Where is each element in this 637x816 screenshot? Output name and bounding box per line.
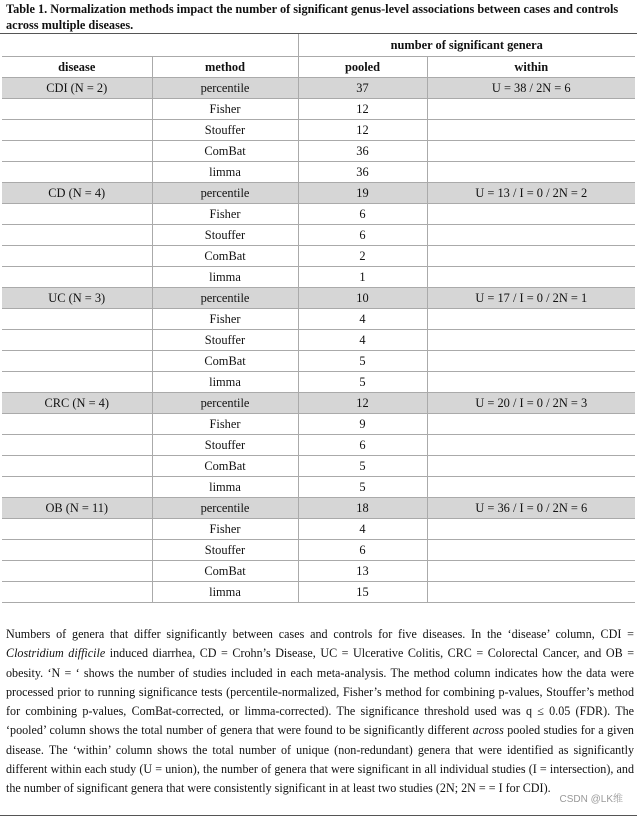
cell-disease (2, 414, 152, 435)
cell-method: Stouffer (152, 330, 298, 351)
cell-method: percentile (152, 288, 298, 309)
cell-within: U = 13 / I = 0 / 2N = 2 (427, 183, 635, 204)
cell-pooled: 5 (298, 372, 427, 393)
cell-pooled: 5 (298, 351, 427, 372)
cell-disease (2, 477, 152, 498)
cell-pooled: 6 (298, 225, 427, 246)
cell-method: ComBat (152, 246, 298, 267)
table-row (2, 267, 635, 288)
header-within: within (427, 57, 635, 78)
cell-method: Stouffer (152, 435, 298, 456)
cell-within (427, 225, 635, 246)
cell-disease: CRC (N = 4) (2, 393, 152, 414)
table-body (2, 78, 635, 603)
header-group-label: number of significant genera (298, 34, 635, 57)
cell-disease: CD (N = 4) (2, 183, 152, 204)
cell-within: U = 17 / I = 0 / 2N = 1 (427, 288, 635, 309)
cell-disease (2, 267, 152, 288)
cell-within (427, 414, 635, 435)
cell-within (427, 246, 635, 267)
cell-within (427, 351, 635, 372)
cell-disease: OB (N = 11) (2, 498, 152, 519)
table-row (2, 225, 635, 246)
table-row (2, 519, 635, 540)
cell-within: U = 36 / I = 0 / 2N = 6 (427, 498, 635, 519)
cell-within: U = 20 / I = 0 / 2N = 3 (427, 393, 635, 414)
cell-method: limma (152, 162, 298, 183)
cell-pooled: 36 (298, 141, 427, 162)
cell-disease (2, 120, 152, 141)
table-row (2, 372, 635, 393)
cell-pooled: 6 (298, 540, 427, 561)
table-row (2, 540, 635, 561)
cell-disease (2, 561, 152, 582)
cell-pooled: 2 (298, 246, 427, 267)
table-row (2, 477, 635, 498)
cell-within: U = 38 / 2N = 6 (427, 78, 635, 99)
cell-pooled: 6 (298, 435, 427, 456)
table-row (2, 435, 635, 456)
cell-method: ComBat (152, 351, 298, 372)
table-row (2, 141, 635, 162)
cell-method: limma (152, 582, 298, 603)
cell-pooled: 4 (298, 519, 427, 540)
cell-method: percentile (152, 393, 298, 414)
results-table (2, 34, 635, 603)
table-caption: Table 1. Normalization methods impact the number of significant genus-level associations between cases and controls across multiple diseases. (6, 2, 619, 32)
cell-disease (2, 351, 152, 372)
table-row (2, 456, 635, 477)
cell-pooled: 13 (298, 561, 427, 582)
cell-method: ComBat (152, 141, 298, 162)
cell-disease (2, 246, 152, 267)
cell-within (427, 120, 635, 141)
cell-method: limma (152, 477, 298, 498)
table-row (2, 183, 635, 204)
cell-within (427, 330, 635, 351)
cell-within (427, 582, 635, 603)
cell-disease (2, 372, 152, 393)
cell-pooled: 1 (298, 267, 427, 288)
cell-pooled: 5 (298, 456, 427, 477)
table-row (2, 99, 635, 120)
cell-pooled: 12 (298, 120, 427, 141)
cell-disease (2, 99, 152, 120)
header-row-group (2, 34, 635, 57)
table-row (2, 162, 635, 183)
cell-pooled: 4 (298, 309, 427, 330)
cell-within (427, 456, 635, 477)
table-row (2, 204, 635, 225)
cell-within (427, 561, 635, 582)
table-row (2, 498, 635, 519)
cell-disease: CDI (N = 2) (2, 78, 152, 99)
footnote-italic-2: across (472, 723, 504, 738)
cell-method: Stouffer (152, 120, 298, 141)
footnote-text-3: pooled studies for a given disease. The ‘within’ column shows the total number of unique (non-redundant) genera that were identified as significantly different within each study (U = union), the number of genera that were significant in all individual studies (I = intersection), and the number of significant genera that were consistently significant in at least two studies (2N; 2N = = I for CDI). (6, 723, 634, 796)
cell-pooled: 4 (298, 330, 427, 351)
cell-within (427, 141, 635, 162)
cell-within (427, 435, 635, 456)
table-row (2, 351, 635, 372)
header-disease: disease (2, 57, 152, 78)
cell-within (427, 540, 635, 561)
cell-disease (2, 540, 152, 561)
cell-within (427, 309, 635, 330)
cell-pooled: 19 (298, 183, 427, 204)
cell-disease: UC (N = 3) (2, 288, 152, 309)
cell-pooled: 6 (298, 204, 427, 225)
cell-disease (2, 204, 152, 225)
cell-method: Fisher (152, 99, 298, 120)
cell-method: Stouffer (152, 540, 298, 561)
cell-disease (2, 162, 152, 183)
cell-within (427, 372, 635, 393)
cell-pooled: 12 (298, 393, 427, 414)
cell-pooled: 5 (298, 477, 427, 498)
cell-disease (2, 225, 152, 246)
cell-pooled: 9 (298, 414, 427, 435)
cell-method: Fisher (152, 204, 298, 225)
table-row (2, 120, 635, 141)
cell-disease (2, 582, 152, 603)
cell-within (427, 162, 635, 183)
cell-pooled: 36 (298, 162, 427, 183)
cell-within (427, 267, 635, 288)
cell-method: percentile (152, 498, 298, 519)
table-row (2, 582, 635, 603)
footnote-text-1: Numbers of genera that differ significantly between cases and controls for five diseases. In the ‘disease’ column, CDI = (6, 627, 634, 641)
cell-method: limma (152, 267, 298, 288)
cell-within (427, 99, 635, 120)
cell-method: ComBat (152, 561, 298, 582)
cell-disease (2, 519, 152, 540)
cell-disease (2, 141, 152, 162)
cell-method: Fisher (152, 519, 298, 540)
table-row (2, 78, 635, 99)
cell-disease (2, 330, 152, 351)
cell-method: Fisher (152, 309, 298, 330)
cell-within (427, 477, 635, 498)
table-row (2, 561, 635, 582)
table-row (2, 246, 635, 267)
cell-within (427, 204, 635, 225)
cell-method: percentile (152, 183, 298, 204)
cell-pooled: 10 (298, 288, 427, 309)
cell-pooled: 12 (298, 99, 427, 120)
cell-method: ComBat (152, 456, 298, 477)
table-row (2, 309, 635, 330)
header-pooled: pooled (298, 57, 427, 78)
header-row (2, 57, 635, 78)
watermark: CSDN @LK维 (559, 794, 623, 805)
cell-pooled: 18 (298, 498, 427, 519)
cell-disease (2, 435, 152, 456)
footnote-italic-1: Clostridium difficile (6, 646, 106, 661)
table-row (2, 414, 635, 435)
cell-method: percentile (152, 78, 298, 99)
cell-disease (2, 456, 152, 477)
cell-within (427, 519, 635, 540)
cell-method: limma (152, 372, 298, 393)
cell-method: Stouffer (152, 225, 298, 246)
cell-pooled: 37 (298, 78, 427, 99)
header-method: method (152, 57, 298, 78)
footnote-text-2: induced diarrhea, CD = Crohn’s Disease, UC = Ulcerative Colitis, CRC = Colorectal Cancer, and OB = obesity. ‘N = ‘ shows the number of studies included in each meta-analysis. The method column indicates how the data were processed prior to running significance tests (percentile-normalized, Fisher’s method for combining p-values, Stouffer’s method for combining p-values, ComBat-corrected, or limma-corrected). The significance threshold used was q ≤ 0.05 (FDR). The ‘pooled’ column shows the total number of genera that were found to be significantly different (6, 646, 635, 738)
table-row (2, 393, 635, 414)
table-row (2, 288, 635, 309)
table-footnote (6, 625, 634, 799)
cell-pooled: 15 (298, 582, 427, 603)
cell-method: Fisher (152, 414, 298, 435)
cell-disease (2, 309, 152, 330)
table-row (2, 330, 635, 351)
